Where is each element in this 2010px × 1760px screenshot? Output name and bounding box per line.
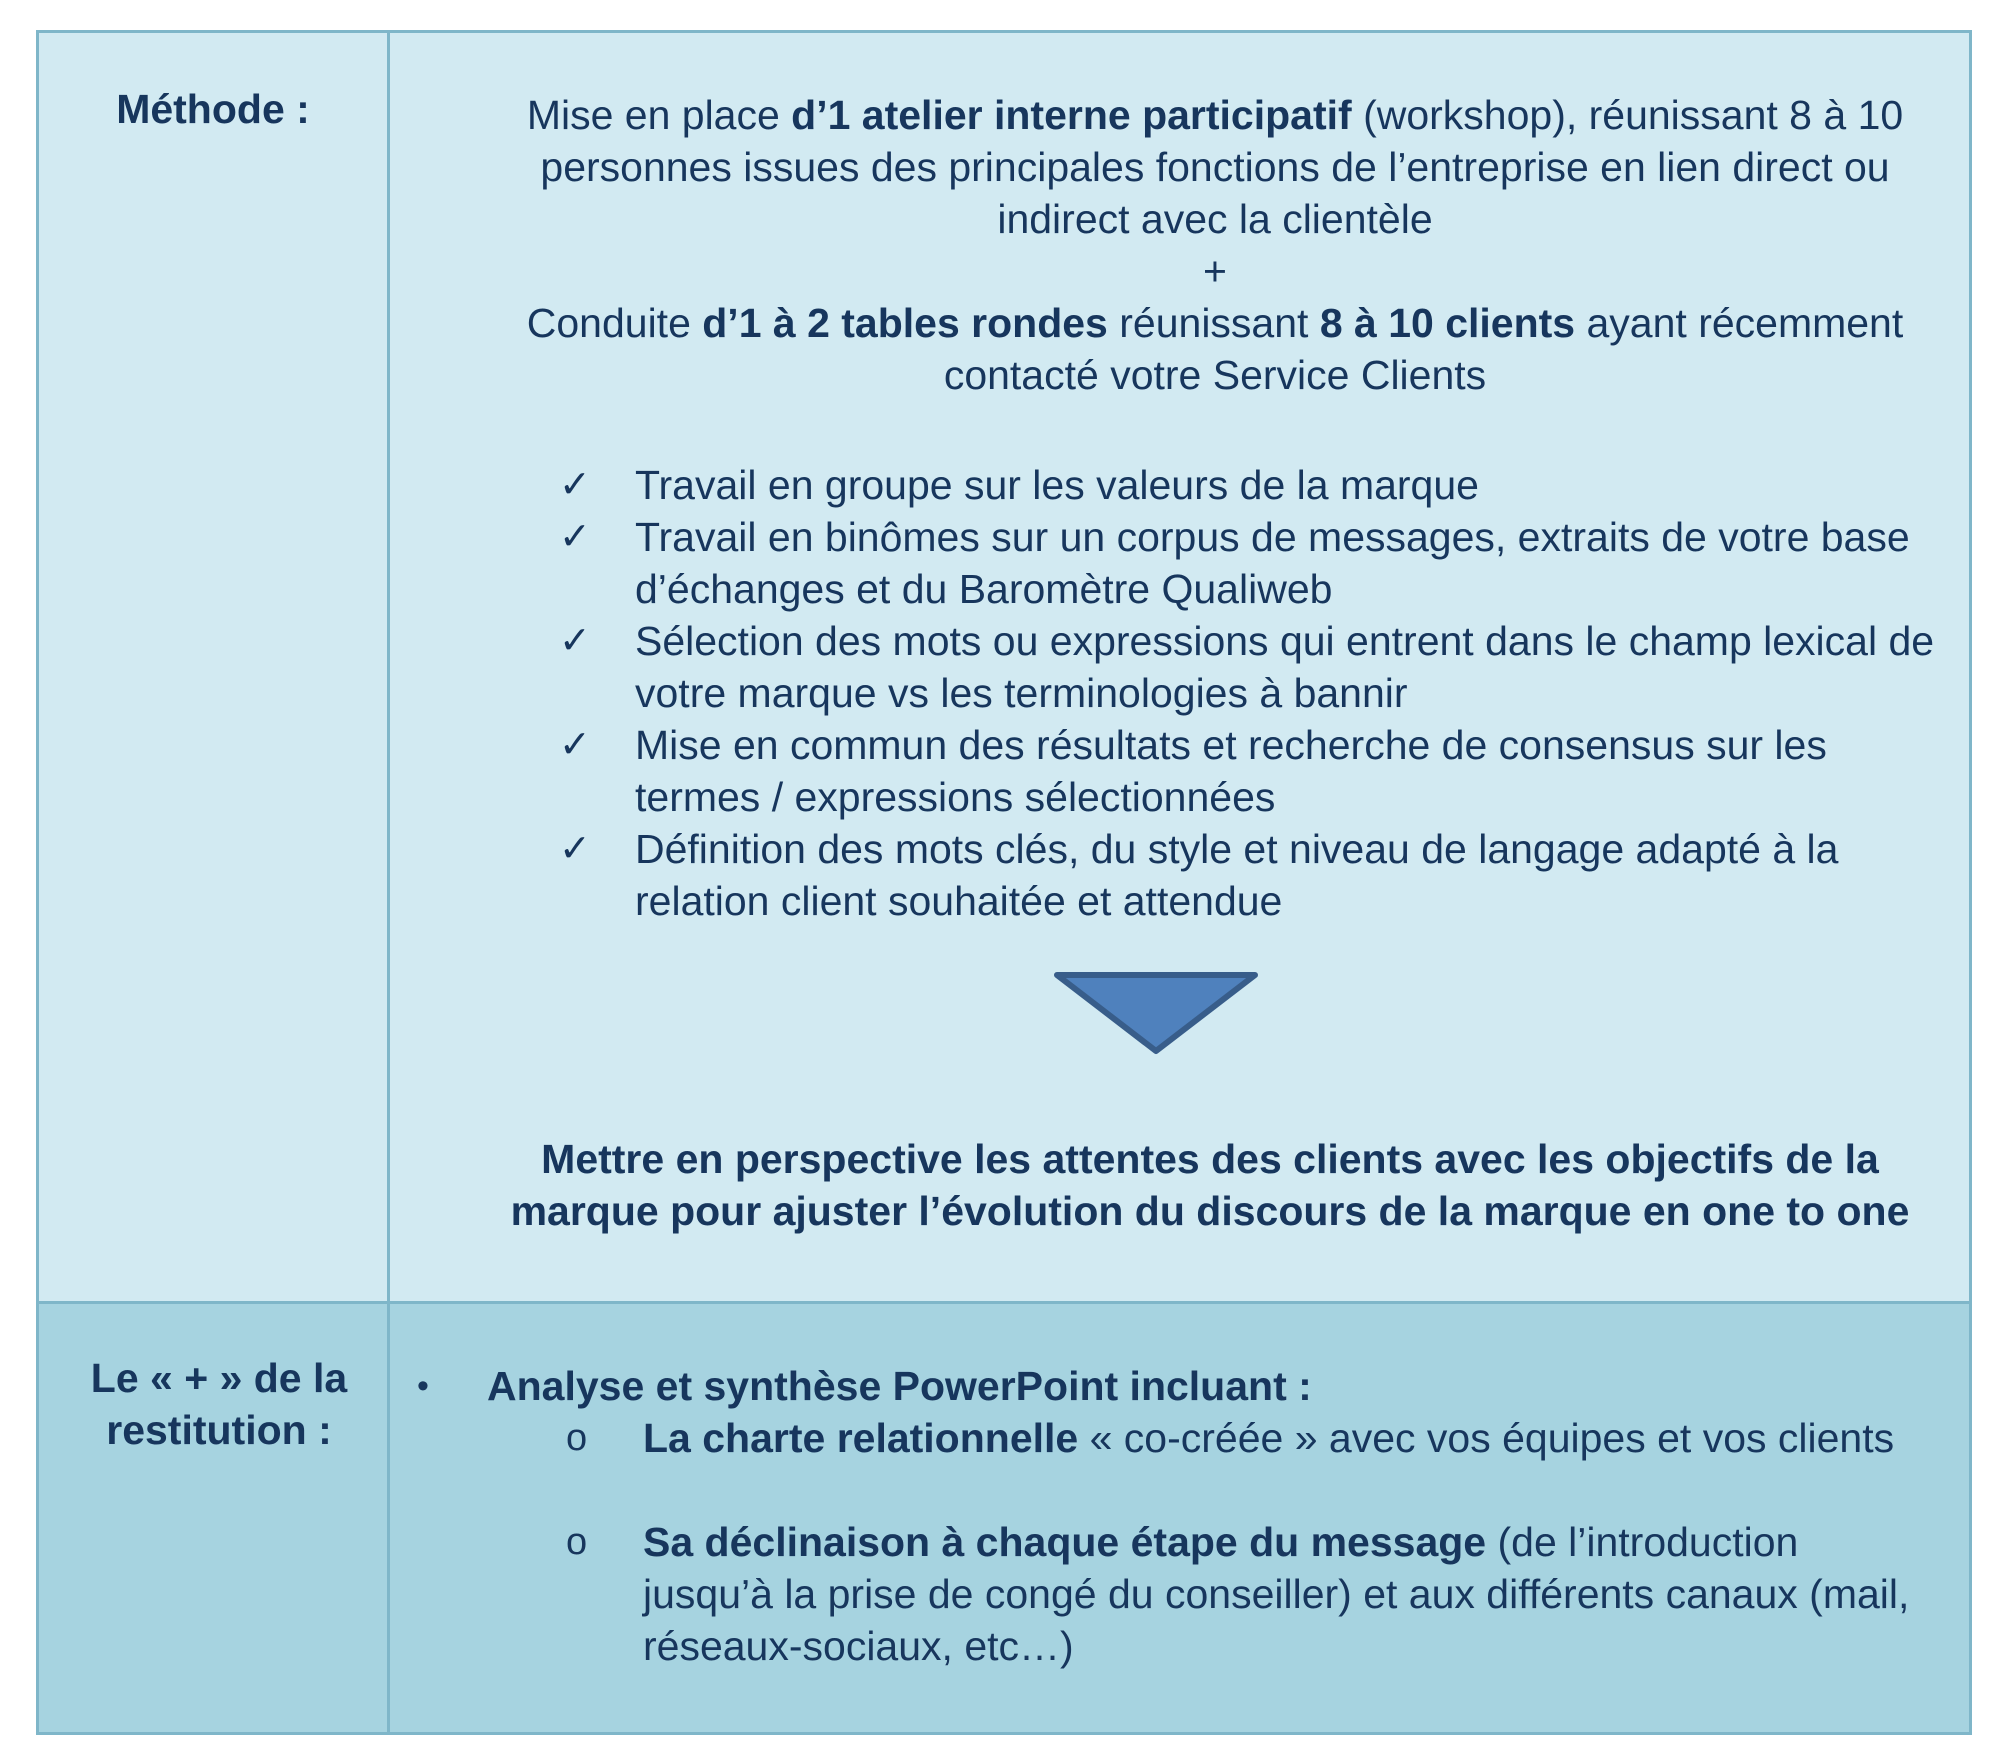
bullet-icon: • xyxy=(417,1367,429,1405)
column-divider xyxy=(387,1304,390,1732)
methode-label: Méthode : xyxy=(116,86,310,132)
sub-item-charter: o La charte relationnelle « co-créée » avec vos équipes et vos clients xyxy=(391,1412,1969,1464)
intro-paragraph-round-tables: Conduite d’1 à 2 tables rondes réunissant 8 à 10 clients ayant récemment contacté votre Service Clients xyxy=(526,300,1904,398)
checkmark-icon: ✓ xyxy=(559,724,591,766)
restitution-row xyxy=(36,1301,1972,1735)
intro-plus: + xyxy=(1203,248,1227,294)
list-item: ✓ Sélection des mots ou expressions qui entrent dans le champ lexical de votre marque vs les terminologies à bannir xyxy=(391,615,1969,719)
content-table xyxy=(36,30,1972,1735)
method-checklist xyxy=(391,459,1969,927)
conclusion-text: Mettre en perspective les attentes des clients avec les objectifs de la marque pour ajuster l’évolution du discours de la marque en one to one xyxy=(510,1136,1910,1234)
checkmark-icon: ✓ xyxy=(559,516,591,558)
list-item: ✓ Travail en binômes sur un corpus de messages, extraits de votre base d’échanges et du Baromètre Qualiweb xyxy=(391,511,1969,615)
checkmark-icon: ✓ xyxy=(559,828,591,870)
list-item: ✓ Travail en groupe sur les valeurs de la marque xyxy=(391,459,1969,511)
circle-bullet-icon: o xyxy=(566,1417,588,1459)
circle-bullet-icon: o xyxy=(566,1521,588,1563)
down-arrow-icon xyxy=(1051,969,1261,1059)
intro-paragraph-workshop: Mise en place d’1 atelier interne participatif (workshop), réunissant 8 à 10 personnes issues des principales fonctions de l’entreprise en lien direct ou indirect avec la clientèle xyxy=(526,92,1904,242)
restitution-content xyxy=(391,1360,1969,1720)
checkmark-icon: ✓ xyxy=(559,620,591,662)
column-divider xyxy=(387,33,390,1301)
restitution-label: Le « + » de la restitution : xyxy=(90,1355,348,1453)
sub-item-declination: o Sa déclinaison à chaque étape du message (de l’introduction jusqu’à la prise de congé du conseiller) et aux différents canaux (mail, réseaux-sociaux, etc…) xyxy=(391,1516,1969,1672)
methode-content xyxy=(391,89,1969,1289)
list-item: ✓ Mise en commun des résultats et recherche de consensus sur les termes / expressions sélectionnées xyxy=(391,719,1969,823)
methode-row xyxy=(36,30,1972,1304)
intro-block xyxy=(481,89,1949,401)
list-item: ✓ Définition des mots clés, du style et niveau de langage adapté à la relation client souhaitée et attendue xyxy=(391,823,1969,927)
restitution-main-item: Analyse et synthèse PowerPoint incluant : xyxy=(487,1363,1312,1409)
checkmark-icon: ✓ xyxy=(559,464,591,506)
